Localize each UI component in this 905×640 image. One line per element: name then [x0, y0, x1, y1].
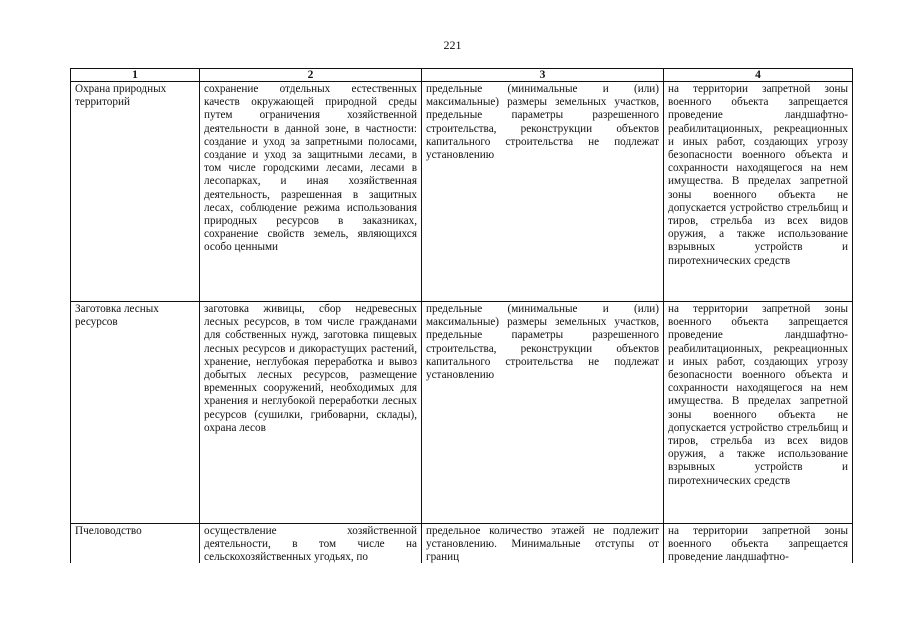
description-cell: осуществление хозяйственной деятельности, в том числе на сельскохозяйственных угодьях, по	[204, 525, 417, 563]
use-type-cell: Охрана природных территорий	[71, 82, 200, 302]
use-type-cell: Пчеловодство	[75, 525, 142, 537]
column-header: 2	[200, 69, 422, 82]
restrictions-cell: на территории запретной зоны военного объекта запрещается проведение ландшафтно-	[668, 525, 848, 563]
column-header: 3	[422, 69, 664, 82]
table-row	[71, 524, 853, 564]
table-row	[71, 302, 853, 524]
parameters-cell: предельные (минимальные и (или) максимальные) размеры земельных участков, предельные параметры разрешенного строительства, реконструкции объектов капитального строительства не подлежат установлению	[422, 82, 664, 302]
description-cell: заготовка живицы, сбор недревесных лесных ресурсов, в том числе гражданами для собственных нужд, заготовка пищевых лесных ресурсов и дикорастущих растений, хранение, неглубокая переработка и вывоз добытых лесных ресурсов, размещение временных сооружений, необходимых для хранения и неглубокой переработки лесных ресурсов (сушилки, грибоварни, склады), охрана лесов	[200, 302, 422, 524]
zoning-table	[70, 68, 853, 563]
column-header: 1	[71, 69, 200, 82]
table-row	[71, 82, 853, 302]
page-number: 221	[443, 38, 462, 52]
parameters-cell: предельные (минимальные и (или) максимальные) размеры земельных участков, предельные параметры разрешенного строительства, реконструкции объектов капитального строительства не подлежат установлению	[422, 302, 664, 524]
restrictions-cell: на территории запретной зоны военного объекта запрещается проведение ландшафтно-реабилитационных, рекреационных и иных работ, создающих угрозу безопасности военного объекта и сохранности находящегося на нем имущества. В пределах запретной зоны военного объекта не допускается устройство стрельбищ и тиров, стрельба из всех видов оружия, а также использование взрывных устройств и пиротехнических средств	[664, 82, 853, 302]
use-type-cell: Заготовка лесных ресурсов	[71, 302, 200, 524]
parameters-cell: предельное количество этажей не подлежит установлению. Минимальные отступы от границ	[426, 525, 659, 563]
description-cell: сохранение отдельных естественных качеств окружающей природной среды путем ограничения хозяйственной деятельности в данной зоне, в частности: создание и уход за запретными полосами, создание и уход за защитными лесами, в том числе городскими лесами, лесами в лесопарках, и иная хозяйственная деятельность, разрешенная в защитных лесах, соблюдение режима использования природных ресурсов в заказниках, сохранение свойств земель, являющихся особо ценными	[200, 82, 422, 302]
restrictions-cell: на территории запретной зоны военного объекта запрещается проведение ландшафтно-реабилитационных, рекреационных и иных работ, создающих угрозу безопасности военного объекта и сохранности находящегося на нем имущества. В пределах запретной зоны военного объекта не допускается устройство стрельбищ и тиров, стрельба из всех видов оружия, а также использование взрывных устройств и пиротехнических средств	[664, 302, 853, 524]
table-header-row	[71, 69, 853, 82]
column-header: 4	[664, 69, 853, 82]
